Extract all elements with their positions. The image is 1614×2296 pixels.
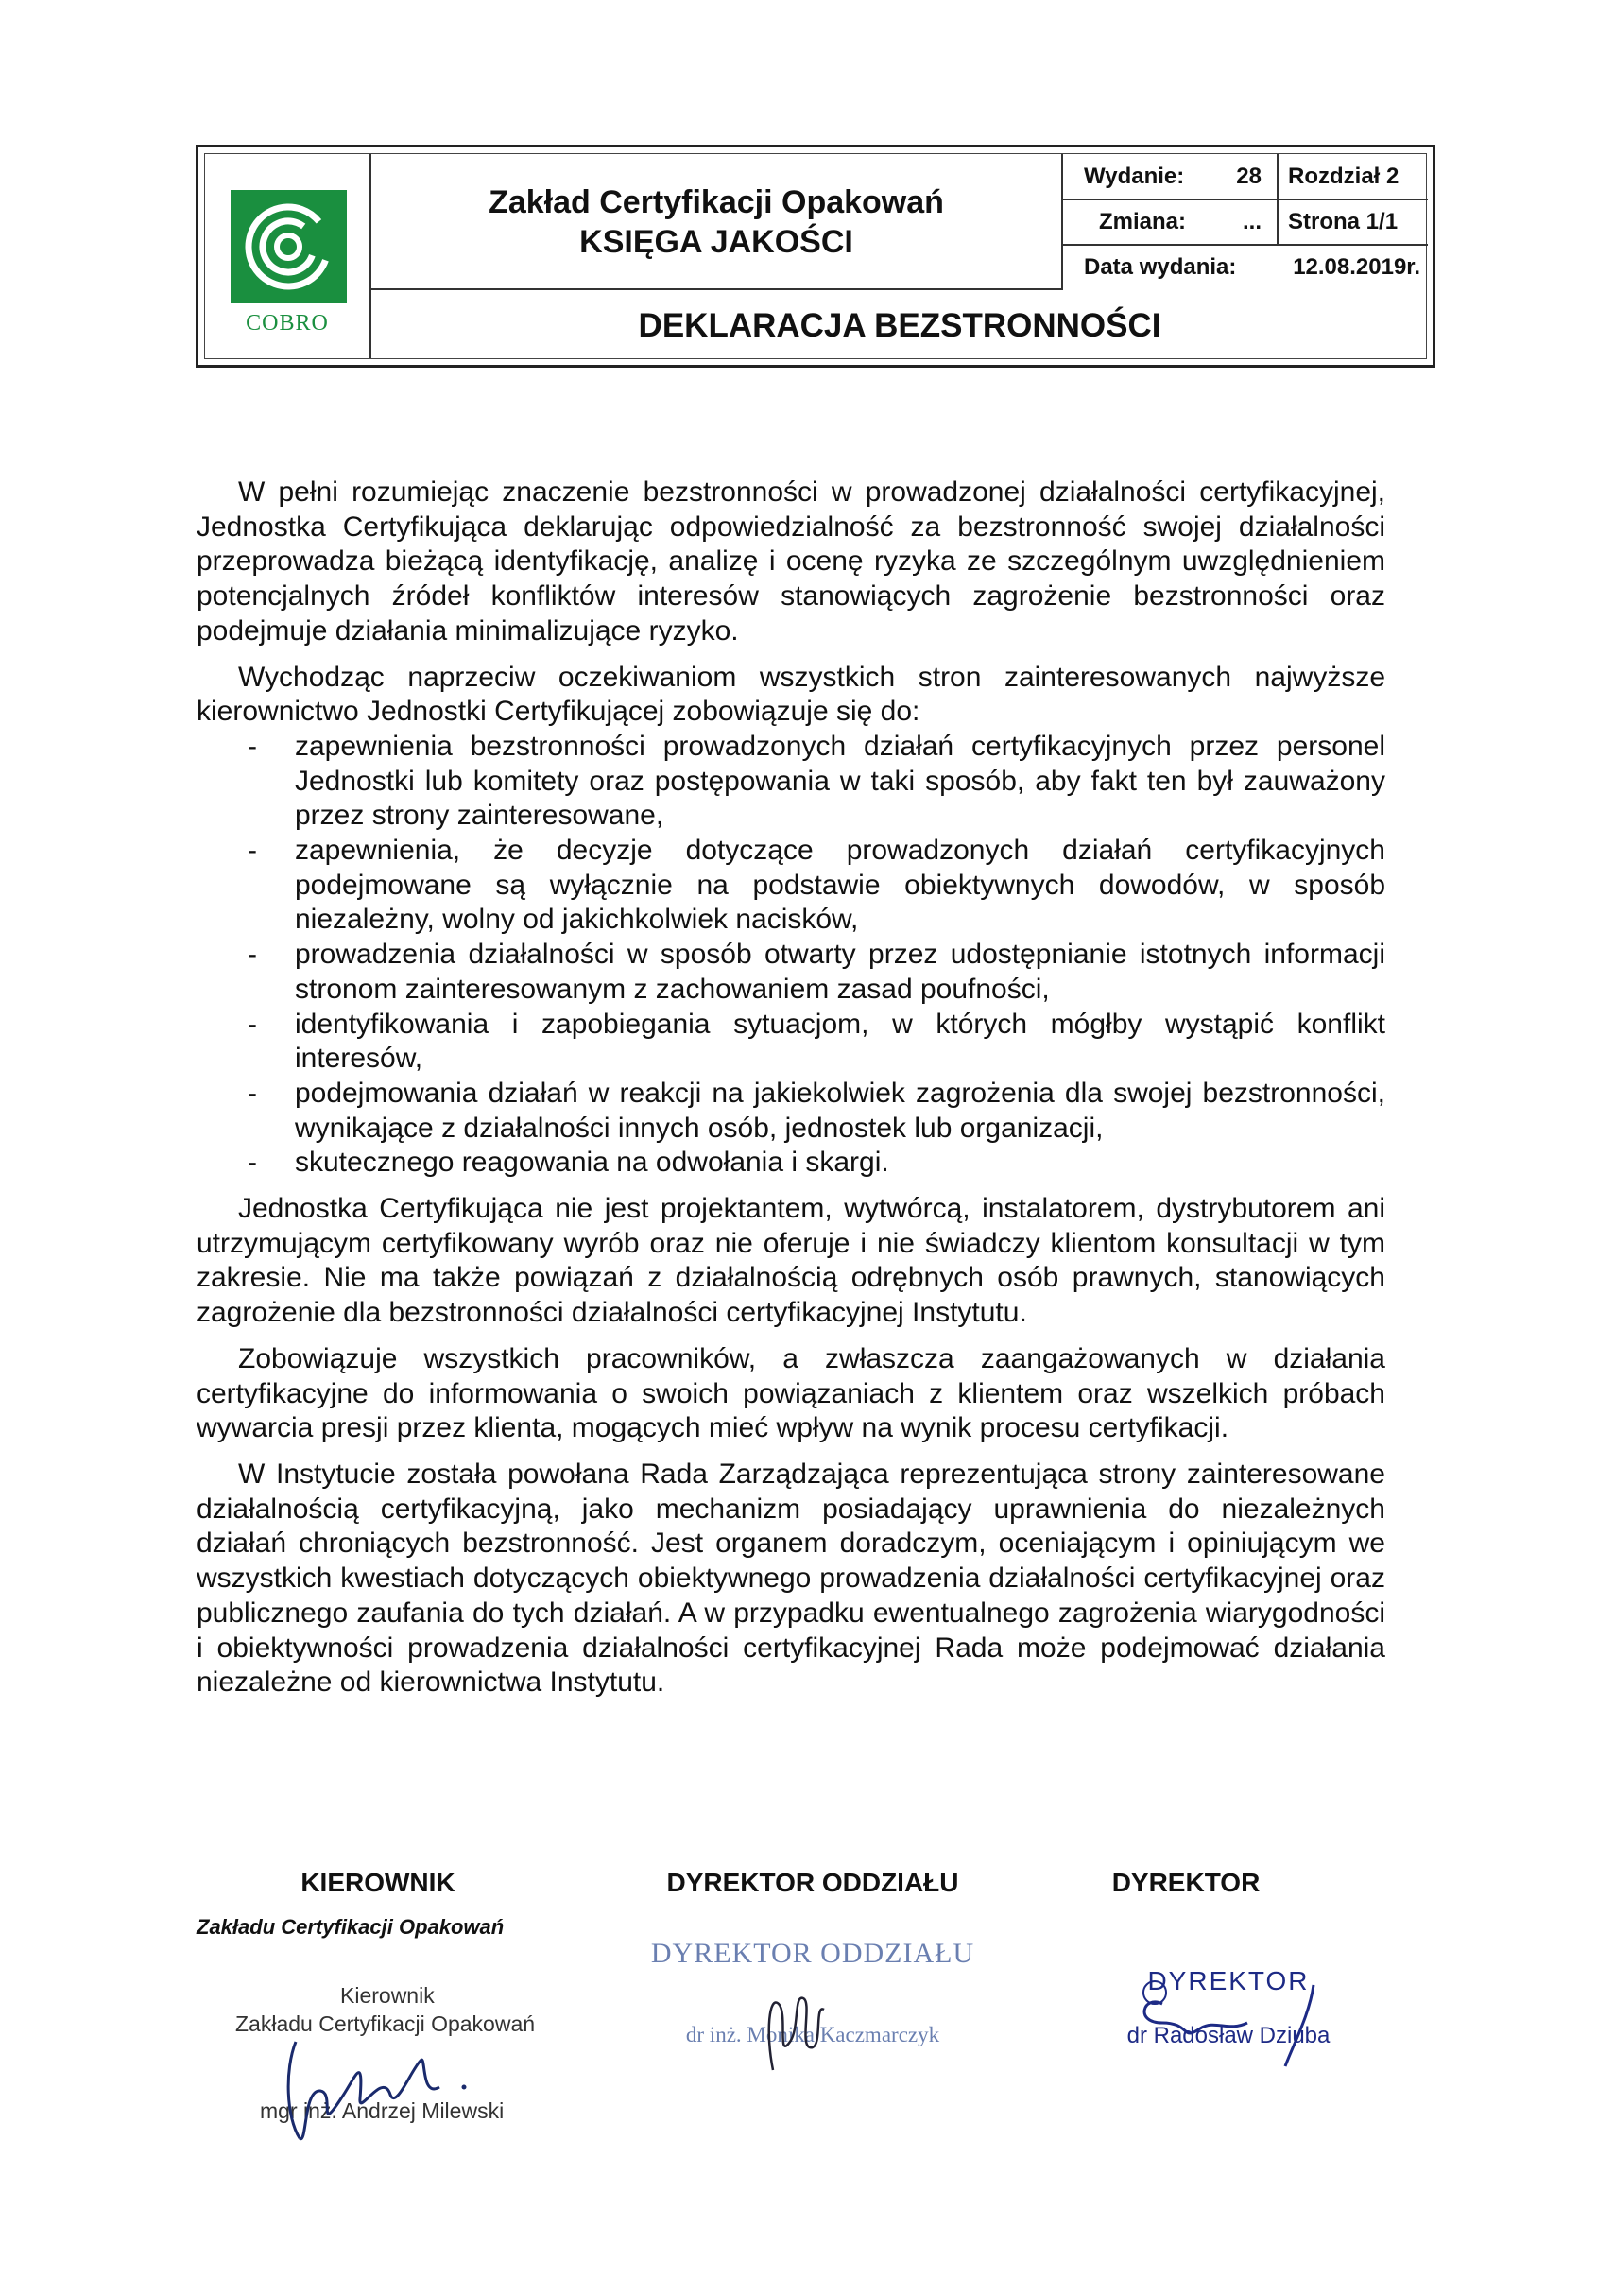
list-item: - zapewnienia bezstronności prowadzonych działań certyfikacyjnych przez personel Jednostki lub komitety oraz postępowania w taki sposób, aby fakt ten był zauważony przez strony zainteresowane,	[248, 730, 1385, 832]
header-inner-frame	[204, 153, 1427, 359]
list-item: - zapewnienia, że decyzje dotyczące prowadzonych działań certyfikacyjnych podejmowane są wyłącznie na podstawie obiektywnych dowodów, w sposób niezależny, wolny od jakichkolwiek nacisków,	[248, 835, 1385, 936]
dyrektor-oddzialu-signature-icon	[756, 1976, 841, 2089]
list-item: - skutecznego reagowania na odwołania i skargi.	[248, 1147, 889, 1179]
document-metadata	[1063, 154, 1428, 288]
stamp-name: mgr inż. Andrzej Milewski	[260, 2098, 505, 2123]
dyrektor-signature-icon	[1125, 1976, 1351, 2080]
meta-row-date	[1063, 245, 1428, 289]
list-item: - podejmowania działań w reakcji na jakiekolwiek zagrożenia dla swojej bezstronności, wynikające z działalności innych osób, jednostek lub organizacji,	[248, 1077, 1385, 1144]
list-item: - identyfikowania i zapobiegania sytuacjom, w których mógłby wystąpić konflikt interesów,	[248, 1008, 1385, 1075]
paragraph-4: Zobowiązuje wszystkich pracowników, a zwłaszcza zaangażowanych w działania certyfikacyjne do informowania o swoich powiązaniach z klientem oraz wszelkich próbach wywarcia presji przez klienta, mogących mieć wpływ na wynik procesu certyfikacji.	[197, 1342, 1385, 1444]
list-item: - prowadzenia działalności w sposób otwarty przez udostępnianie istotnych informacji stronom zainteresowanym z zachowaniem zasad poufności,	[248, 939, 1385, 1005]
stamp-unit: Zakładu Certyfikacji Opakowań	[235, 2011, 536, 2036]
date-value: 12.08.2019r.	[1293, 254, 1420, 280]
stamp-title: DYREKTOR	[1147, 1966, 1310, 1995]
paragraph-5: W Instytucie została powołana Rada Zarządzająca reprezentująca strony zainteresowane działalnością certyfikacyjną, jako mechanizm posiadający uprawnienia do niezależnych działań chroniących bezstronność. Jest organem doradczym, oceniającym i opiniującym we wszystkich kwestiach dotyczących obiektywnego prowadzenia działalności certyfikacyjnej oraz publicznego zaufania do tych działań. A w przypadku ewentualnego zagrożenia wiarygodności i obiektywności prowadzenia działalności certyfikacyjnej Rada może podejmować działania niezależne od kierownictwa Instytutu.	[197, 1458, 1385, 1699]
stamp-title: DYREKTOR ODDZIAŁU	[650, 1938, 975, 1969]
kierownik-signature-icon	[279, 2032, 487, 2146]
commitments-list	[197, 730, 1385, 1181]
change-label: Zmiana:	[1099, 209, 1187, 234]
dyrektor-oddzialu-heading: DYREKTOR ODDZIAŁU	[666, 1868, 959, 1897]
dyrektor-oddzialu-stamp	[605, 1938, 1021, 2047]
page-label: Strona 1/1	[1288, 209, 1399, 234]
stamp-name: dr Radosław Dziuba	[1126, 2023, 1331, 2048]
stamp-name: dr inż. Monika Kaczmarczyk	[685, 2023, 940, 2046]
paragraph-1: W pełni rozumiejąc znaczenie bezstronności w prowadzonej działalności certyfikacyjnej, Jednostka Certyfikująca deklarując odpowiedzialność za bezstronność swojej działalności przeprowadza bieżącą identyfikację, analizę i ocenę ryzyka ze szczególnym uwzględnieniem potencjalnych źródeł konfliktów interesów stanowiących zagrożenie bezstronności oraz podejmuje działania minimalizujące ryzyko.	[197, 476, 1385, 647]
dyrektor-stamp	[1087, 1966, 1370, 2049]
book-name: KSIĘGA JAKOŚCI	[579, 224, 853, 260]
organization-name: Zakład Certyfikacji Opakowań	[489, 184, 944, 220]
logo-cell	[205, 154, 371, 358]
edition-label: Wydanie:	[1084, 164, 1185, 189]
document-title: DEKLARACJA BEZSTRONNOŚCI	[638, 307, 1161, 344]
meta-row-edition	[1063, 154, 1428, 200]
title-cell	[371, 154, 1063, 290]
cobro-logo-icon	[231, 190, 347, 303]
stamp-title: Kierownik	[340, 1983, 435, 2008]
document-header	[196, 145, 1435, 368]
logo-text: COBRO	[246, 311, 329, 336]
declaration-body	[197, 475, 1385, 1712]
meta-row-change	[1063, 199, 1428, 246]
kierownik-heading: KIEROWNIK	[300, 1868, 455, 1897]
paragraph-3: Jednostka Certyfikująca nie jest projektantem, wytwórcą, instalatorem, dystrybutorem ani utrzymującym certyfikowany wyrób oraz nie oferuje i nie świadczy klientom konsultacji w tym zakresie. Nie ma także powiązań z działalnością odrębnych osób prawnych, stanowiących zagrożenie dla bezstronności działalności certyfikacyjnej Instytutu.	[197, 1193, 1385, 1329]
kierownik-subheading: Zakładu Certyfikacji Opakowań	[197, 1915, 505, 1939]
edition-value: 28	[1236, 164, 1262, 189]
dyrektor-heading: DYREKTOR	[1111, 1868, 1261, 1897]
paragraph-2: Wychodząc naprzeciw oczekiwaniom wszystkich stron zainteresowanych najwyższe kierownictwo Jednostki Certyfikującej zobowiązuje się do:	[197, 661, 1385, 728]
date-label: Data wydania:	[1084, 254, 1237, 280]
change-value: ...	[1242, 209, 1262, 234]
chapter-label: Rozdział 2	[1288, 164, 1399, 189]
